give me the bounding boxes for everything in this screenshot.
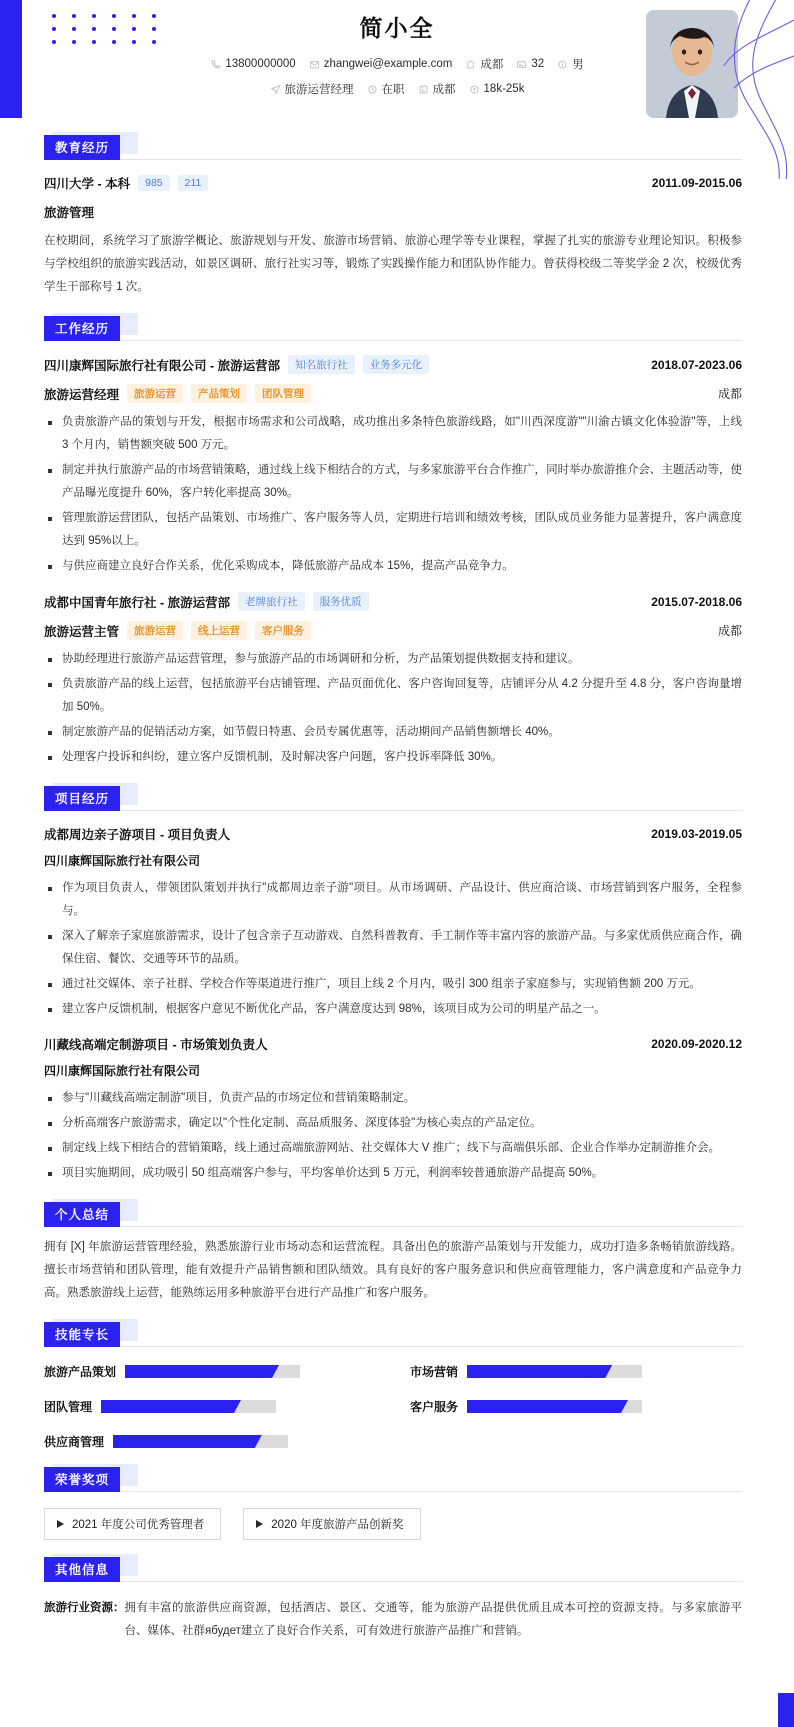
skill-progress-track <box>467 1365 642 1378</box>
section-work <box>44 316 742 769</box>
company-name: 四川康辉国际旅行社有限公司 - 旅游运营部 <box>44 358 281 373</box>
section-work-title: 工作经历 <box>44 316 120 341</box>
work-entry <box>44 355 742 578</box>
position-tag: 产品策划 <box>191 384 247 403</box>
section-projects <box>44 786 742 1185</box>
section-projects-header <box>44 786 742 808</box>
contact-phone <box>210 58 295 70</box>
list-item: 负责旅游产品的策划与开发，根据市场需求和公司战略，成功推出多条特色旅游线路，如"川西深度游""川渝古镇文化体验游"等，上线 3 个月内，销售额突破 500 万元。 <box>44 411 742 457</box>
position-title: 旅游运营主管 <box>44 624 120 639</box>
company-name: 成都中国青年旅行社 - 旅游运营部 <box>44 595 231 610</box>
skill-row <box>44 1398 376 1415</box>
work-location: 成都 <box>717 624 742 638</box>
section-divider <box>44 340 742 341</box>
section-summary-header <box>44 1202 742 1224</box>
project-bullet-list <box>44 877 742 1021</box>
work-entry-left <box>44 592 369 611</box>
other-info-block <box>44 1597 742 1643</box>
contact-city-text: 成都 <box>480 59 504 71</box>
project-company: 四川康辉国际旅行社有限公司 <box>44 854 201 868</box>
section-education-title: 教育经历 <box>44 135 120 160</box>
list-item: 负责旅游产品的线上运营，包括旅游平台店铺管理、产品页面优化、客户咨询回复等，店铺评分从 4.2 分提升至 4.8 分，客户咨询量增加 50%。 <box>44 673 742 719</box>
skill-label: 市场营销 <box>410 1365 459 1379</box>
position-title: 旅游运营经理 <box>44 387 120 402</box>
work-date: 2015.07-2018.06 <box>651 594 742 609</box>
school-tag: 211 <box>178 175 209 191</box>
resume-header <box>0 0 794 118</box>
skill-row <box>410 1398 742 1415</box>
education-major: 旅游管理 <box>44 206 95 220</box>
job-intent-text: 旅游运营经理 <box>284 84 354 96</box>
avatar <box>646 10 738 118</box>
project-name: 川藏线高端定制游项目 - 市场策划负责人 <box>44 1038 268 1052</box>
work-entry-header <box>44 592 742 611</box>
expected-salary <box>469 83 525 95</box>
other-info-label: 旅游行业资源： <box>44 1602 125 1614</box>
section-education <box>44 135 742 299</box>
section-projects-title: 项目经历 <box>44 786 120 811</box>
list-item: 项目实施期间，成功吸引 50 组高端客户参与，平均客单价达到 5 万元，利润率较普通旅游产品提高 50%。 <box>44 1162 742 1185</box>
skill-progress-fill <box>125 1365 279 1378</box>
building-icon <box>418 84 429 95</box>
status-icon <box>367 84 378 95</box>
avatar-illustration <box>646 10 738 118</box>
education-entry-header <box>44 174 742 192</box>
section-other-title: 其他信息 <box>44 1557 120 1582</box>
project-name: 成都周边亲子游项目 - 项目负责人 <box>44 828 231 842</box>
job-intent <box>270 81 354 97</box>
list-item: 参与"川藏线高端定制游"项目，负责产品的市场定位和营销策略制定。 <box>44 1087 742 1110</box>
section-divider <box>44 1226 742 1227</box>
skill-label: 客户服务 <box>410 1400 459 1414</box>
award-label: 2020 年度旅游产品创新奖 <box>271 1519 404 1531</box>
work-bullet-list <box>44 411 742 578</box>
skill-progress-track <box>113 1435 288 1448</box>
education-description: 在校期间，系统学习了旅游学概论、旅游规划与开发、旅游市场营销、旅游心理学等专业课程，掌握了扎实的旅游专业理论知识。积极参与学校组织的旅游实践活动，如景区调研、旅行社实习等，锻炼了实践操作能力和团队协作能力。曾获得校级二等奖学金 2 次，校级优秀学生干部称号 1 次。 <box>44 235 742 293</box>
skill-row <box>44 1363 376 1380</box>
list-item: 深入了解亲子家庭旅游需求，设计了包含亲子互动游戏、自然科普教育、手工制作等丰富内容的旅游产品。与多家优质供应商合作，确保住宿、餐饮、交通等环节的品质。 <box>44 925 742 971</box>
work-city <box>418 81 456 97</box>
project-date: 2019.03-2019.05 <box>651 827 742 841</box>
candidate-name: 简小全 <box>359 15 435 41</box>
other-info-text: 拥有丰富的旅游供应商资源，包括酒店、景区、交通等，能为旅游产品提供优质且成本可控的资源支持。与多家旅游平台、媒体、社群ябудет建立了良好合作关系，可有效进行旅游产品推广和营销。 <box>124 1602 742 1637</box>
work-location: 成都 <box>717 387 742 401</box>
section-awards-header <box>44 1467 742 1489</box>
section-education-header <box>44 135 742 157</box>
work-position-group <box>44 621 311 640</box>
awards-list <box>44 1508 742 1540</box>
skill-label: 旅游产品策划 <box>44 1365 117 1379</box>
skill-progress-track <box>101 1400 276 1413</box>
section-awards <box>44 1467 742 1540</box>
home-icon <box>465 59 476 70</box>
section-awards-title: 荣誉奖项 <box>44 1467 120 1492</box>
phone-icon <box>210 59 221 70</box>
project-company: 四川康辉国际旅行社有限公司 <box>44 1064 201 1078</box>
skill-progress-fill <box>101 1400 241 1413</box>
job-status <box>367 81 405 97</box>
contact-email-text: zhangwei@example.com <box>323 58 453 70</box>
company-tag: 知名旅行社 <box>288 355 355 374</box>
contact-email <box>309 58 453 70</box>
skill-progress-fill <box>467 1400 628 1413</box>
position-tag: 旅游运营 <box>127 384 183 403</box>
job-status-text: 在职 <box>381 84 405 96</box>
skill-progress-fill <box>467 1365 612 1378</box>
section-work-header <box>44 316 742 338</box>
education-entry <box>44 174 742 299</box>
project-entry-header <box>44 1035 742 1053</box>
contact-age <box>516 58 544 70</box>
summary-text: 拥有 [X] 年旅游运营管理经验，熟悉旅游行业市场动态和运营流程。具备出色的旅游产品策划与开发能力，成功打造多条畅销旅游线路。擅长市场营销和团队管理，能有效提升产品销售额和团队绩效。具有良好的客户服务意识和供应商管理能力，客户满意度和产品竞争力高。熟悉旅游线上运营，能熟练运用多种旅游平台进行产品推广和客户服务。 <box>44 1241 742 1299</box>
mail-icon <box>309 59 320 70</box>
contact-city <box>465 56 503 72</box>
skill-progress-fill <box>113 1435 262 1448</box>
work-entry-header <box>44 355 742 374</box>
project-bullet-list <box>44 1087 742 1185</box>
list-item: 协助经理进行旅游产品运营管理，参与旅游产品的市场调研和分析，为产品策划提供数据支持和建议。 <box>44 648 742 671</box>
work-bullet-list <box>44 648 742 769</box>
award-item <box>243 1508 420 1540</box>
resume-body <box>0 135 794 1643</box>
skill-row <box>44 1433 376 1450</box>
company-tag: 业务多元化 <box>363 355 430 374</box>
work-city-text: 成都 <box>432 84 456 96</box>
skill-label: 团队管理 <box>44 1400 93 1414</box>
award-item <box>44 1508 221 1540</box>
list-item: 与供应商建立良好合作关系，优化采购成本，降低旅游产品成本 15%，提高产品竞争力。 <box>44 555 742 578</box>
section-divider <box>44 159 742 160</box>
dot-grid-decoration <box>44 10 164 48</box>
education-date: 2011.09-2015.06 <box>651 176 742 190</box>
section-summary-title: 个人总结 <box>44 1202 120 1227</box>
list-item: 制定旅游产品的促销活动方案，如节假日特惠、会员专属优惠等，活动期间产品销售额增长 40%。 <box>44 721 742 744</box>
contact-gender-text: 男 <box>572 59 584 71</box>
play-triangle-icon <box>256 1520 263 1528</box>
project-date: 2020.09-2020.12 <box>651 1037 742 1051</box>
work-date: 2018.07-2023.06 <box>651 357 742 372</box>
school-name: 四川大学 - 本科 <box>44 177 131 191</box>
contact-age-text: 32 <box>531 58 545 70</box>
work-entry <box>44 592 742 769</box>
section-divider <box>44 1346 742 1347</box>
section-skills <box>44 1322 742 1450</box>
project-entry <box>44 1035 742 1185</box>
list-item: 建立客户反馈机制，根据客户意见不断优化产品，客户满意度达到 98%，该项目成为公司的明星产品之一。 <box>44 998 742 1021</box>
company-tag: 服务优质 <box>313 592 369 611</box>
work-entry-subheader <box>44 621 742 640</box>
list-item: 分析高端客户旅游需求，确定以"个性化定制、高品质服务、深度体验"为核心卖点的产品定位。 <box>44 1112 742 1135</box>
award-label: 2021 年度公司优秀管理者 <box>72 1519 205 1531</box>
skill-progress-track <box>467 1400 642 1413</box>
position-tag: 团队管理 <box>255 384 311 403</box>
education-entry-left <box>44 174 208 192</box>
bottom-accent-rail <box>778 1693 794 1727</box>
skill-label: 供应商管理 <box>44 1435 105 1449</box>
work-entry-subheader <box>44 384 742 403</box>
section-divider <box>44 810 742 811</box>
send-icon <box>270 84 281 95</box>
skill-row <box>410 1363 742 1380</box>
list-item: 处理客户投诉和纠纷，建立客户反馈机制，及时解决客户问题，客户投诉率降低 30%。 <box>44 746 742 769</box>
skill-progress-track <box>125 1365 300 1378</box>
salary-icon <box>469 84 480 95</box>
project-entry <box>44 825 742 1021</box>
section-skills-title: 技能专长 <box>44 1322 120 1347</box>
position-tag: 旅游运营 <box>127 621 183 640</box>
list-item: 制定并执行旅游产品的市场营销策略，通过线上线下相结合的方式，与多家旅游平台合作推广，同时举办旅游推介会、主题活动等，使产品曝光度提升 60%，客户转化率提高 30%。 <box>44 459 742 505</box>
list-item: 作为项目负责人，带领团队策划并执行"成都周边亲子游"项目。从市场调研、产品设计、供应商洽谈、市场营销到客户服务，全程参与。 <box>44 877 742 923</box>
contact-gender <box>557 56 584 72</box>
list-item: 制定线上线下相结合的营销策略，线上通过高端旅游网站、社交媒体大 V 推广；线下与高端俱乐部、企业合作举办定制游推介会。 <box>44 1137 742 1160</box>
list-item: 管理旅游运营团队，包括产品策划、市场推广、客户服务等人员，定期进行培训和绩效考核，团队成员业务能力显著提升，客户满意度达到 95%以上。 <box>44 507 742 553</box>
position-tag: 客户服务 <box>255 621 311 640</box>
company-tag: 老牌旅行社 <box>238 592 305 611</box>
section-divider <box>44 1581 742 1582</box>
skills-grid <box>44 1363 742 1450</box>
section-skills-header <box>44 1322 742 1344</box>
work-entry-left <box>44 355 429 374</box>
expected-salary-text: 18k-25k <box>483 83 525 95</box>
school-tag: 985 <box>138 175 170 191</box>
contact-phone-text: 13800000000 <box>225 58 296 70</box>
section-other <box>44 1557 742 1643</box>
list-item: 通过社交媒体、亲子社群、学校合作等渠道进行推广，项目上线 2 个月内，吸引 300 组亲子家庭参与，实现销售额 200 万元。 <box>44 973 742 996</box>
section-divider <box>44 1491 742 1492</box>
gender-icon <box>557 59 568 70</box>
section-summary <box>44 1202 742 1305</box>
work-position-group <box>44 384 311 403</box>
position-tag: 线上运营 <box>191 621 247 640</box>
project-entry-header <box>44 825 742 843</box>
section-other-header <box>44 1557 742 1579</box>
id-card-icon <box>516 59 527 70</box>
play-triangle-icon <box>57 1520 64 1528</box>
